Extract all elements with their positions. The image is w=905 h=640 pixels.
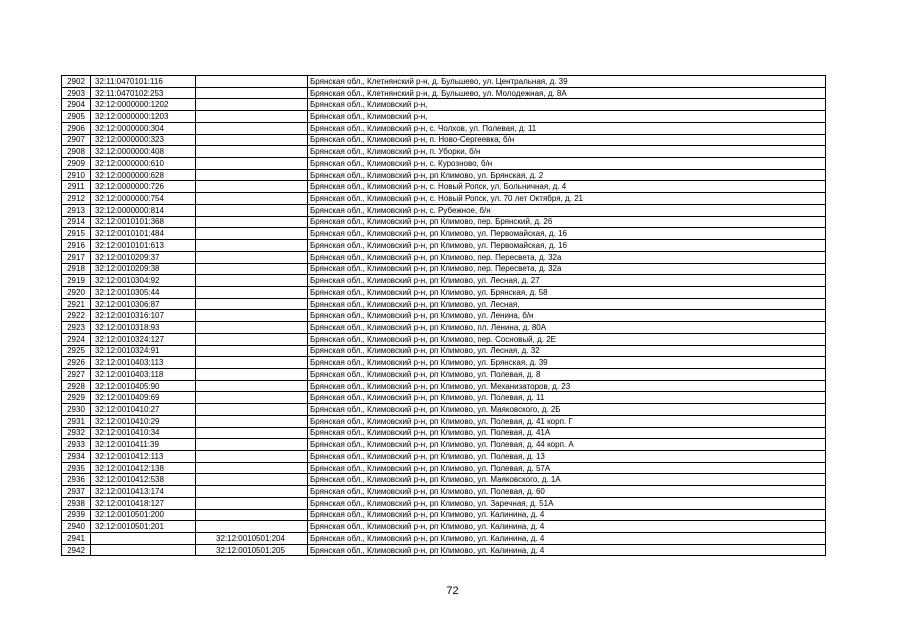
table-row: [62, 99, 826, 111]
linked-cadastral-number-cell: [196, 380, 308, 392]
table-row: [62, 322, 826, 334]
row-number-cell: 2935: [62, 462, 91, 474]
address-cell: Брянская обл., Климовский р-н, рп Климово, ул. Полевая, д. 57А: [308, 462, 826, 474]
cadastral-number-cell: 32:12:0010405:90: [91, 380, 196, 392]
table-row: [62, 87, 826, 99]
address-cell: Брянская обл., Климовский р-н, рп Климово, ул. Калинина, д. 4: [308, 509, 826, 521]
row-number-cell: 2905: [62, 111, 91, 123]
address-cell: Брянская обл., Климовский р-н, рп Климово, ул. Полевая, д. 11: [308, 392, 826, 404]
linked-cadastral-number-cell: [196, 392, 308, 404]
cadastral-number-cell: 32:11:0470102:253: [91, 87, 196, 99]
table-row: [62, 497, 826, 509]
row-number-cell: 2913: [62, 204, 91, 216]
row-number-cell: 2929: [62, 392, 91, 404]
cadastral-number-cell: 32:12:0010318:93: [91, 322, 196, 334]
address-cell: Брянская обл., Климовский р-н, рп Климово, ул. Заречная, д. 51А: [308, 497, 826, 509]
address-cell: Брянская обл., Климовский р-н, рп Климово, ул. Полевая, д. 60: [308, 486, 826, 498]
linked-cadastral-number-cell: [196, 345, 308, 357]
row-number-cell: 2910: [62, 169, 91, 181]
table-row: [62, 263, 826, 275]
linked-cadastral-number-cell: [196, 169, 308, 181]
linked-cadastral-number-cell: [196, 111, 308, 123]
row-number-cell: 2914: [62, 216, 91, 228]
row-number-cell: 2921: [62, 298, 91, 310]
row-number-cell: 2906: [62, 122, 91, 134]
address-cell: Брянская обл., Климовский р-н, рп Климово, пер. Сосновый, д. 2Е: [308, 333, 826, 345]
linked-cadastral-number-cell: 32:12:0010501:205: [196, 544, 308, 556]
cadastral-number-cell: [91, 533, 196, 545]
cadastral-number-cell: 32:12:0010413:174: [91, 486, 196, 498]
row-number-cell: 2919: [62, 275, 91, 287]
row-number-cell: 2911: [62, 181, 91, 193]
linked-cadastral-number-cell: [196, 521, 308, 533]
address-cell: Брянская обл., Климовский р-н, рп Климово, ул. Полевая, д. 8: [308, 368, 826, 380]
linked-cadastral-number-cell: [196, 181, 308, 193]
table-row: [62, 251, 826, 263]
cadastral-number-cell: 32:12:0000000:323: [91, 134, 196, 146]
address-cell: Брянская обл., Климовский р-н, рп Климово, ул. Полевая, д. 41 корп. Г: [308, 415, 826, 427]
table-row: [62, 181, 826, 193]
table-row: [62, 275, 826, 287]
table-row: [62, 533, 826, 545]
address-cell: Брянская обл., Климовский р-н, п. Уборки, б/н: [308, 146, 826, 158]
row-number-cell: 2915: [62, 228, 91, 240]
cadastral-number-cell: 32:12:0000000:628: [91, 169, 196, 181]
cadastral-number-cell: 32:12:0000000:610: [91, 158, 196, 170]
row-number-cell: 2941: [62, 533, 91, 545]
table-row: [62, 333, 826, 345]
cadastral-number-cell: 32:12:0010501:201: [91, 521, 196, 533]
linked-cadastral-number-cell: [196, 298, 308, 310]
table-row: [62, 111, 826, 123]
cadastral-number-cell: 32:12:0010403:113: [91, 357, 196, 369]
linked-cadastral-number-cell: [196, 251, 308, 263]
cadastral-number-cell: 32:11:0470101:116: [91, 76, 196, 88]
cadastral-number-cell: 32:12:0000000:814: [91, 204, 196, 216]
cadastral-number-cell: 32:12:0010412:538: [91, 474, 196, 486]
linked-cadastral-number-cell: [196, 216, 308, 228]
row-number-cell: 2923: [62, 322, 91, 334]
row-number-cell: 2927: [62, 368, 91, 380]
cadastral-number-cell: 32:12:0000000:304: [91, 122, 196, 134]
row-number-cell: 2917: [62, 251, 91, 263]
table-row: [62, 134, 826, 146]
row-number-cell: 2933: [62, 439, 91, 451]
table-row: [62, 439, 826, 451]
linked-cadastral-number-cell: [196, 122, 308, 134]
linked-cadastral-number-cell: [196, 322, 308, 334]
linked-cadastral-number-cell: [196, 368, 308, 380]
row-number-cell: 2912: [62, 193, 91, 205]
address-cell: Брянская обл., Климовский р-н, рп Климово, ул. Калинина, д. 4: [308, 533, 826, 545]
row-number-cell: 2939: [62, 509, 91, 521]
address-cell: Брянская обл., Климовский р-н, рп Климово, ул. Лесная, д. 32: [308, 345, 826, 357]
linked-cadastral-number-cell: [196, 240, 308, 252]
table-row: [62, 462, 826, 474]
table-row: [62, 404, 826, 416]
linked-cadastral-number-cell: [196, 474, 308, 486]
row-number-cell: 2937: [62, 486, 91, 498]
table-row: [62, 204, 826, 216]
address-cell: Брянская обл., Климовский р-н, рп Климово, ул. Калинина, д. 4: [308, 521, 826, 533]
cadastral-number-cell: 32:12:0010304:92: [91, 275, 196, 287]
linked-cadastral-number-cell: [196, 228, 308, 240]
table-row: [62, 380, 826, 392]
table-row: [62, 228, 826, 240]
cadastral-number-cell: 32:12:0010101:368: [91, 216, 196, 228]
row-number-cell: 2928: [62, 380, 91, 392]
linked-cadastral-number-cell: [196, 497, 308, 509]
address-cell: Брянская обл., Климовский р-н, рп Климово, ул. Ленина, б/н: [308, 310, 826, 322]
row-number-cell: 2922: [62, 310, 91, 322]
linked-cadastral-number-cell: [196, 451, 308, 463]
cadastral-number-cell: 32:12:0010501:200: [91, 509, 196, 521]
cadastral-number-cell: 32:12:0010410:27: [91, 404, 196, 416]
address-cell: Брянская обл., Клетнянский р-н, д. Бульшево, ул. Центральная, д. 39: [308, 76, 826, 88]
row-number-cell: 2903: [62, 87, 91, 99]
linked-cadastral-number-cell: 32:12:0010501:204: [196, 533, 308, 545]
address-cell: Брянская обл., Климовский р-н, рп Климово, пер. Пересвета, д. 32а: [308, 251, 826, 263]
address-cell: Брянская обл., Климовский р-н, рп Климово, ул. Первомайская, д. 16: [308, 240, 826, 252]
linked-cadastral-number-cell: [196, 310, 308, 322]
table-row: [62, 193, 826, 205]
address-cell: Брянская обл., Климовский р-н,: [308, 99, 826, 111]
address-cell: Брянская обл., Климовский р-н, рп Климово, ул. Полевая, д. 41А: [308, 427, 826, 439]
table-body: [62, 76, 826, 556]
linked-cadastral-number-cell: [196, 204, 308, 216]
address-cell: Брянская обл., Климовский р-н, рп Климово, ул. Лесная,: [308, 298, 826, 310]
linked-cadastral-number-cell: [196, 439, 308, 451]
cadastral-number-cell: 32:12:0010101:613: [91, 240, 196, 252]
linked-cadastral-number-cell: [196, 87, 308, 99]
row-number-cell: 2908: [62, 146, 91, 158]
row-number-cell: 2926: [62, 357, 91, 369]
cadastral-number-cell: 32:12:0010410:34: [91, 427, 196, 439]
address-cell: Брянская обл., Климовский р-н, рп Климово, ул. Полевая, д. 13: [308, 451, 826, 463]
cadastral-number-cell: 32:12:0010306:87: [91, 298, 196, 310]
row-number-cell: 2938: [62, 497, 91, 509]
linked-cadastral-number-cell: [196, 158, 308, 170]
row-number-cell: 2902: [62, 76, 91, 88]
linked-cadastral-number-cell: [196, 509, 308, 521]
cadastral-number-cell: 32:12:0010316:107: [91, 310, 196, 322]
row-number-cell: 2930: [62, 404, 91, 416]
address-cell: Брянская обл., Климовский р-н, с. Чолхов, ул. Полевая, д. 11: [308, 122, 826, 134]
table-row: [62, 286, 826, 298]
table-row: [62, 509, 826, 521]
linked-cadastral-number-cell: [196, 357, 308, 369]
table-row: [62, 345, 826, 357]
cadastral-number-cell: 32:12:0010418:127: [91, 497, 196, 509]
table-row: [62, 521, 826, 533]
table-row: [62, 368, 826, 380]
property-register-table: [61, 75, 826, 556]
linked-cadastral-number-cell: [196, 263, 308, 275]
address-cell: Брянская обл., Климовский р-н, с. Новый Ропск, ул. Больничная, д. 4: [308, 181, 826, 193]
address-cell: Брянская обл., Климовский р-н, рп Климово, ул. Маяковского, д. 1А: [308, 474, 826, 486]
linked-cadastral-number-cell: [196, 134, 308, 146]
table-row: [62, 216, 826, 228]
linked-cadastral-number-cell: [196, 486, 308, 498]
address-cell: Брянская обл., Климовский р-н, рп Климово, ул. Маяковского, д. 2Б: [308, 404, 826, 416]
table-row: [62, 357, 826, 369]
table-row: [62, 158, 826, 170]
row-number-cell: 2934: [62, 451, 91, 463]
linked-cadastral-number-cell: [196, 146, 308, 158]
cadastral-number-cell: 32:12:0010412:138: [91, 462, 196, 474]
cadastral-number-cell: [91, 544, 196, 556]
address-cell: Брянская обл., Климовский р-н, рп Климово, ул. Брянская, д. 2: [308, 169, 826, 181]
address-cell: Брянская обл., Климовский р-н, рп Климово, пер. Пересвета, д. 32а: [308, 263, 826, 275]
address-cell: Брянская обл., Климовский р-н, с. Новый Ропск, ул. 70 лет Октября, д. 21: [308, 193, 826, 205]
table-row: [62, 415, 826, 427]
cadastral-number-cell: 32:12:0000000:1203: [91, 111, 196, 123]
address-cell: Брянская обл., Климовский р-н, рп Климово, ул. Брянская, д. 39: [308, 357, 826, 369]
row-number-cell: 2940: [62, 521, 91, 533]
linked-cadastral-number-cell: [196, 415, 308, 427]
cadastral-number-cell: 32:12:0000000:754: [91, 193, 196, 205]
address-cell: Брянская обл., Климовский р-н, рп Климово, пер. Брянский, д. 26: [308, 216, 826, 228]
cadastral-number-cell: 32:12:0010409:69: [91, 392, 196, 404]
cadastral-number-cell: 32:12:0000000:408: [91, 146, 196, 158]
table-row: [62, 451, 826, 463]
cadastral-number-cell: 32:12:0010324:91: [91, 345, 196, 357]
linked-cadastral-number-cell: [196, 193, 308, 205]
address-cell: Брянская обл., Климовский р-н, рп Климово, ул. Первомайская, д. 16: [308, 228, 826, 240]
linked-cadastral-number-cell: [196, 462, 308, 474]
address-cell: Брянская обл., Клетнянский р-н, д. Бульшево, ул. Молодежная, д. 8А: [308, 87, 826, 99]
linked-cadastral-number-cell: [196, 333, 308, 345]
cadastral-number-cell: 32:12:0010324:127: [91, 333, 196, 345]
table-row: [62, 122, 826, 134]
address-cell: Брянская обл., Климовский р-н, рп Климово, ул. Лесная, д. 27: [308, 275, 826, 287]
cadastral-number-cell: 32:12:0000000:726: [91, 181, 196, 193]
linked-cadastral-number-cell: [196, 286, 308, 298]
table-row: [62, 427, 826, 439]
cadastral-number-cell: 32:12:0010209:37: [91, 251, 196, 263]
row-number-cell: 2932: [62, 427, 91, 439]
address-cell: Брянская обл., Климовский р-н, рп Климово, ул. Калинина, д. 4: [308, 544, 826, 556]
row-number-cell: 2907: [62, 134, 91, 146]
cadastral-number-cell: 32:12:0010209:38: [91, 263, 196, 275]
linked-cadastral-number-cell: [196, 275, 308, 287]
linked-cadastral-number-cell: [196, 76, 308, 88]
cadastral-number-cell: 32:12:0010305:44: [91, 286, 196, 298]
table-row: [62, 310, 826, 322]
cadastral-number-cell: 32:12:0010101:484: [91, 228, 196, 240]
page-number: 72: [446, 585, 459, 597]
cadastral-number-cell: 32:12:0010412:113: [91, 451, 196, 463]
cadastral-number-cell: 32:12:0010411:39: [91, 439, 196, 451]
address-cell: Брянская обл., Климовский р-н, рп Климово, ул. Механизаторов, д. 23: [308, 380, 826, 392]
linked-cadastral-number-cell: [196, 99, 308, 111]
table-row: [62, 474, 826, 486]
table-row: [62, 486, 826, 498]
table-row: [62, 76, 826, 88]
row-number-cell: 2909: [62, 158, 91, 170]
row-number-cell: 2916: [62, 240, 91, 252]
cadastral-number-cell: 32:12:0000000:1202: [91, 99, 196, 111]
row-number-cell: 2925: [62, 345, 91, 357]
row-number-cell: 2942: [62, 544, 91, 556]
address-cell: Брянская обл., Климовский р-н, рп Климово, ул. Полевая, д. 44 корп. А: [308, 439, 826, 451]
address-cell: Брянская обл., Климовский р-н, с. Рубежное, б/н: [308, 204, 826, 216]
address-cell: Брянская обл., Климовский р-н,: [308, 111, 826, 123]
address-cell: Брянская обл., Климовский р-н, рп Климово, ул. Брянская, д. 58: [308, 286, 826, 298]
row-number-cell: 2931: [62, 415, 91, 427]
row-number-cell: 2918: [62, 263, 91, 275]
address-cell: Брянская обл., Климовский р-н, с. Курозново, б/н: [308, 158, 826, 170]
row-number-cell: 2936: [62, 474, 91, 486]
table-row: [62, 240, 826, 252]
row-number-cell: 2924: [62, 333, 91, 345]
table-row: [62, 544, 826, 556]
cadastral-number-cell: 32:12:0010403:118: [91, 368, 196, 380]
table-row: [62, 298, 826, 310]
table-row: [62, 169, 826, 181]
table-row: [62, 392, 826, 404]
linked-cadastral-number-cell: [196, 404, 308, 416]
address-cell: Брянская обл., Климовский р-н, п. Ново-Сергеевка, б/н: [308, 134, 826, 146]
linked-cadastral-number-cell: [196, 427, 308, 439]
table-row: [62, 146, 826, 158]
address-cell: Брянская обл., Климовский р-н, рп Климово, пл. Ленина, д. 80А: [308, 322, 826, 334]
row-number-cell: 2920: [62, 286, 91, 298]
row-number-cell: 2904: [62, 99, 91, 111]
cadastral-number-cell: 32:12:0010410:29: [91, 415, 196, 427]
